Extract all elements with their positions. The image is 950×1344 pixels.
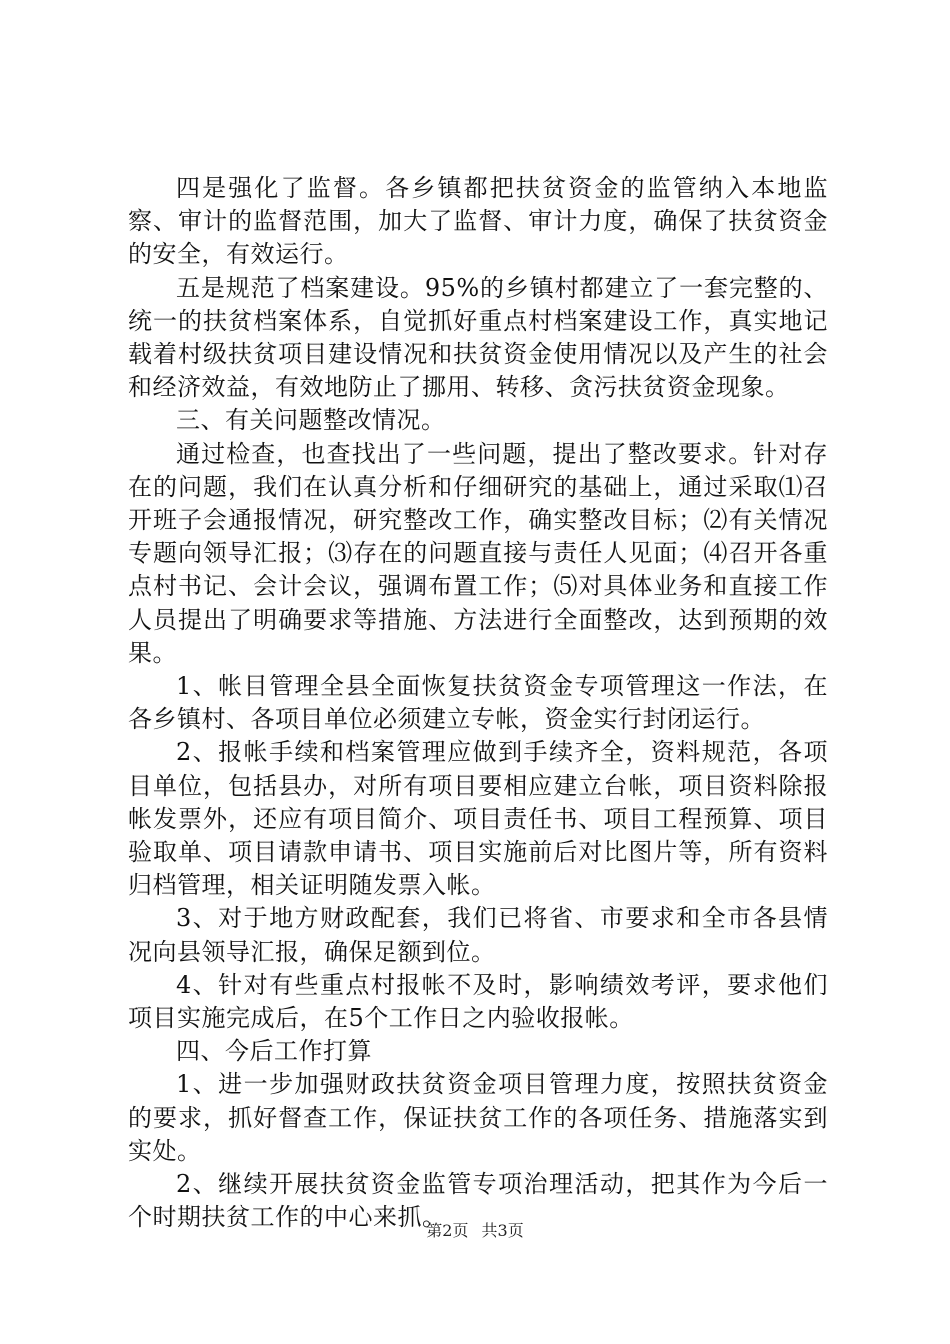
list-item-continue-governance: 2、继续开展扶贫资金监管专项治理活动，把其作为今后一个时期扶贫工作的中心来抓。 — [128, 1170, 828, 1232]
paragraph-rectification: 通过检查，也查找出了一些问题，提出了整改要求。针对存在的问题，我们在认真分析和仔细研究的基础上，通过采取⑴召开班子会通报情况，研究整改工作，确实整改目标；⑵有关情况专题向领导汇报；⑶存在的问题直接与责任人见面；⑷召开各重点村书记、会计会议，强调布置工作；⑸对具体业务和直接工作人员提出了明确要求等措施、方法进行全面整改，达到预期的效果。 — [128, 439, 828, 667]
page-footer — [0, 1218, 950, 1241]
heading-future-plans: 四、今后工作打算 — [176, 1037, 372, 1066]
paragraph-supervision: 四是强化了监督。各乡镇都把扶贫资金的监管纳入本地监察、审计的监督范围，加大了监督、审计力度，确保了扶贫资金的安全，有效运行。 — [128, 174, 828, 269]
list-item-strengthen-management: 1、进一步加强财政扶贫资金项目管理力度，按照扶贫资金的要求，抓好督查工作，保证扶贫工作的各项任务、措施落实到实处。 — [128, 1070, 828, 1165]
paragraph-archives: 五是规范了档案建设。95%的乡镇村都建立了一套完整的、统一的扶贫档案体系，自觉抓好重点村档案建设工作，真实地记载着村级扶贫项目建设情况和扶贫资金使用情况以及产生的社会和经济效益，有效地防止了挪用、转移、贪污扶贫资金现象。 — [128, 273, 828, 402]
heading-rectification: 三、有关问题整改情况。 — [176, 406, 446, 435]
page-number: 第2页 — [426, 1221, 469, 1240]
list-item-local-finance: 3、对于地方财政配套，我们已将省、市要求和全市各县情况向县领导汇报，确保足额到位。 — [128, 904, 828, 966]
page-total: 共3页 — [481, 1221, 524, 1240]
list-item-timely-reporting: 4、针对有些重点村报帐不及时，影响绩效考评，要求他们项目实施完成后，在5个工作日之内验收报帐。 — [128, 970, 828, 1033]
body-text — [128, 172, 828, 1235]
list-item-procedures: 2、报帐手续和档案管理应做到手续齐全，资料规范，各项目单位，包括县办，对所有项目要相应建立台帐，项目资料除报帐发票外，还应有项目简介、项目责任书、项目工程预算、项目验取单、项目请款申请书、项目实施前后对比图片等，所有资料归档管理，相关证明随发票入帐。 — [128, 738, 828, 900]
list-item-accounts: 1、帐目管理全县全面恢复扶贫资金专项管理这一作法，在各乡镇村、各项目单位必须建立专帐，资金实行封闭运行。 — [128, 672, 828, 734]
